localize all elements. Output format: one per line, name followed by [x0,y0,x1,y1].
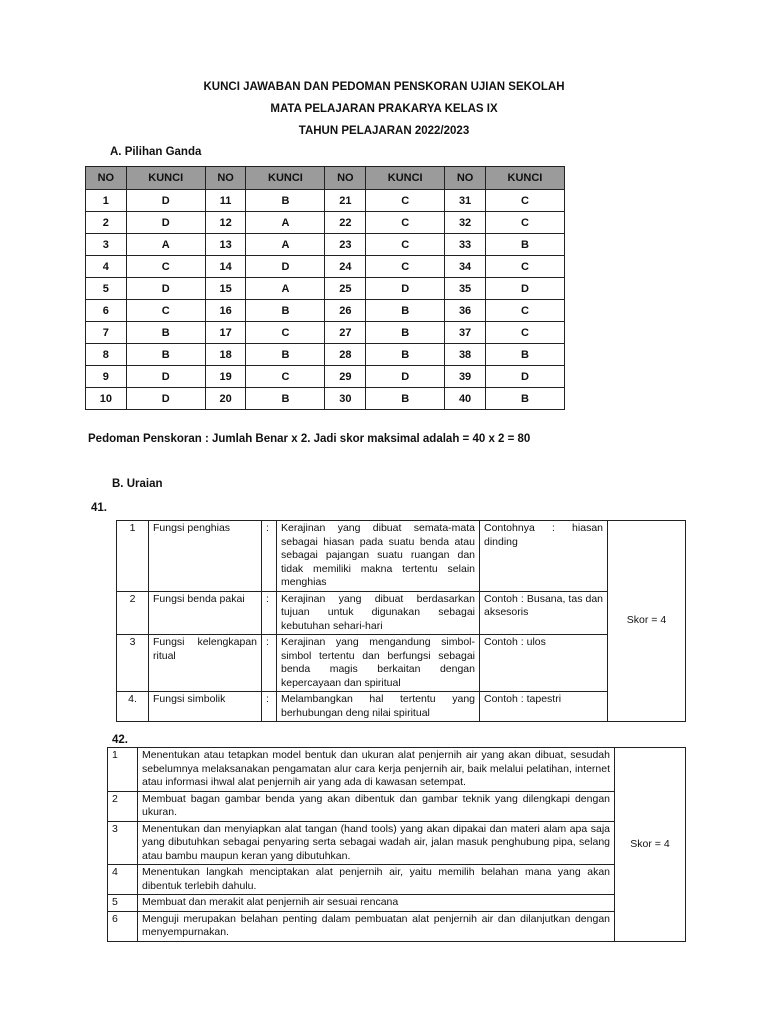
answer-key-cell: C [485,212,564,234]
answer-key-cell: C [485,300,564,322]
answer-key-cell: B [366,388,445,410]
doc-title-line-1: KUNCI JAWABAN DAN PEDOMAN PENSKORAN UJIAN SEKOLAH [203,81,565,93]
table-row [86,212,565,234]
question-number-cell: 9 [86,366,127,388]
question-number-cell: 21 [325,190,366,212]
answer-key-cell: D [126,278,205,300]
answer-key-cell: D [485,366,564,388]
answer-key-cell: B [246,300,325,322]
question-number-cell: 4 [86,256,127,278]
table-header-row [86,167,565,190]
function-name-cell: Fungsi penghias [149,521,262,592]
doc-title-line-3: TAHUN PELAJARAN 2022/2023 [298,125,470,137]
separator-cell: : [262,635,277,692]
question-42-table [107,747,686,942]
step-text-cell: Membuat bagan gambar benda yang akan dibentuk dan gambar teknik yang dilengkapi dengan ukuran. [138,791,615,821]
example-cell: Contoh : tapestri [480,692,608,722]
example-cell: Contoh : Busana, tas dan aksesoris [480,591,608,635]
col-header-no: NO [445,167,486,190]
answer-key-cell: C [366,212,445,234]
table-row [86,322,565,344]
description-cell: Kerajinan yang dibuat semata-mata sebagai hiasan pada suatu benda atau sebagai pajangan suatu ruangan dan tidak memiliki makna tertentu selain menghias [277,521,480,592]
description-cell: Kerajinan yang dibuat berdasarkan tujuan untuk digunakan sebagai kebutuhan sehari-hari [277,591,480,635]
table-row [108,895,686,912]
table-row [117,692,686,722]
question-number-cell: 18 [205,344,246,366]
question-number-cell: 26 [325,300,366,322]
scoring-guideline: Pedoman Penskoran : Jumlah Benar x 2. Jadi skor maksimal adalah = 40 x 2 = 80 [88,433,531,445]
table-row [108,911,686,941]
row-number-cell: 6 [108,911,138,941]
step-text-cell: Menentukan langkah menciptakan alat penjernih air, yaitu memilih belahan mana yang akan dibentuk terlebih dahulu. [138,865,615,895]
question-number-cell: 36 [445,300,486,322]
function-name-cell: Fungsi kelengkapan ritual [149,635,262,692]
question-number-cell: 40 [445,388,486,410]
answer-key-cell: C [246,322,325,344]
answer-key-cell: D [246,256,325,278]
table-row [108,865,686,895]
table-row [108,791,686,821]
question-number-cell: 16 [205,300,246,322]
question-42-label: 42. [112,734,128,746]
table-row [86,234,565,256]
table-row [86,300,565,322]
question-number-cell: 27 [325,322,366,344]
answer-key-cell: B [366,344,445,366]
question-number-cell: 11 [205,190,246,212]
example-cell: Contohnya : hiasan dinding [480,521,608,592]
row-number-cell: 2 [117,591,149,635]
row-number-cell: 2 [108,791,138,821]
question-41-table [116,520,686,722]
question-number-cell: 38 [445,344,486,366]
answer-key-cell: B [366,300,445,322]
answer-key-cell: B [246,190,325,212]
separator-cell: : [262,692,277,722]
answer-key-cell: C [366,256,445,278]
col-header-no: NO [205,167,246,190]
function-name-cell: Fungsi benda pakai [149,591,262,635]
row-number-cell: 5 [108,895,138,912]
question-number-cell: 35 [445,278,486,300]
answer-key-cell: D [126,388,205,410]
question-number-cell: 6 [86,300,127,322]
answer-key-cell: C [246,366,325,388]
answer-key-cell: C [485,256,564,278]
answer-key-cell: B [126,344,205,366]
question-number-cell: 12 [205,212,246,234]
answer-key-cell: D [126,212,205,234]
section-b-title: B. Uraian [112,478,163,490]
question-number-cell: 17 [205,322,246,344]
answer-key-cell: D [485,278,564,300]
answer-key-cell: D [126,366,205,388]
description-cell: Melambangkan hal tertentu yang berhubungan deng nilai spiritual [277,692,480,722]
answer-key-cell: B [485,234,564,256]
question-number-cell: 20 [205,388,246,410]
answer-key-cell: C [126,300,205,322]
answer-key-cell: A [126,234,205,256]
row-number-cell: 3 [117,635,149,692]
question-number-cell: 3 [86,234,127,256]
answer-key-cell: C [366,234,445,256]
doc-title-line-2: MATA PELAJARAN PRAKARYA KELAS IX [270,103,498,115]
step-text-cell: Menentukan dan menyiapkan alat tangan (hand tools) yang akan dipakai dan materi alam apa saja yang dibutuhkan sebagai penyaring serta sebagai wadah air, jalan masuk penghubung pipa, selang atau bambu maupun keran yang dibutuhkan. [138,821,615,865]
question-number-cell: 31 [445,190,486,212]
question-number-cell: 22 [325,212,366,234]
question-number-cell: 33 [445,234,486,256]
col-header-no: NO [325,167,366,190]
separator-cell: : [262,591,277,635]
separator-cell: : [262,521,277,592]
question-number-cell: 19 [205,366,246,388]
question-number-cell: 24 [325,256,366,278]
example-cell: Contoh : ulos [480,635,608,692]
question-number-cell: 39 [445,366,486,388]
table-row [117,591,686,635]
question-number-cell: 30 [325,388,366,410]
answer-key-cell: B [246,344,325,366]
table-row [86,278,565,300]
table-row [108,748,686,792]
row-number-cell: 1 [108,748,138,792]
answer-key-cell: D [126,190,205,212]
question-number-cell: 23 [325,234,366,256]
step-text-cell: Membuat dan merakit alat penjernih air sesuai rencana [138,895,615,912]
table-row [86,344,565,366]
col-header-kunci: KUNCI [485,167,564,190]
question-number-cell: 37 [445,322,486,344]
question-number-cell: 34 [445,256,486,278]
col-header-no: NO [86,167,127,190]
question-number-cell: 5 [86,278,127,300]
question-number-cell: 10 [86,388,127,410]
answer-key-cell: B [485,344,564,366]
question-number-cell: 15 [205,278,246,300]
table-row [117,521,686,592]
question-number-cell: 29 [325,366,366,388]
row-number-cell: 4. [117,692,149,722]
answer-key-cell: A [246,234,325,256]
question-number-cell: 7 [86,322,127,344]
answer-key-cell: B [485,388,564,410]
answer-key-cell: B [246,388,325,410]
score-cell: Skor = 4 [608,521,686,722]
answer-key-cell: B [366,322,445,344]
question-number-cell: 8 [86,344,127,366]
answer-key-cell: C [485,322,564,344]
col-header-kunci: KUNCI [126,167,205,190]
answer-key-cell: C [485,190,564,212]
answer-key-cell: D [366,278,445,300]
question-number-cell: 13 [205,234,246,256]
row-number-cell: 1 [117,521,149,592]
table-row [108,821,686,865]
question-number-cell: 28 [325,344,366,366]
question-number-cell: 14 [205,256,246,278]
table-row [86,366,565,388]
table-row [86,388,565,410]
section-a-title: A. Pilihan Ganda [110,146,202,158]
table-row [117,635,686,692]
score-cell: Skor = 4 [615,748,686,942]
col-header-kunci: KUNCI [366,167,445,190]
col-header-kunci: KUNCI [246,167,325,190]
step-text-cell: Menguji merupakan belahan penting dalam pembuatan alat penjernih air dan dilanjutkan dengan menyempurnakan. [138,911,615,941]
row-number-cell: 4 [108,865,138,895]
description-cell: Kerajinan yang mengandung simbol-simbol tertentu dan berfungsi sebagai benda magis berkaitan dengan kepercayaan dan spiritual [277,635,480,692]
question-number-cell: 2 [86,212,127,234]
function-name-cell: Fungsi simbolik [149,692,262,722]
step-text-cell: Menentukan atau tetapkan model bentuk dan ukuran alat penjernih air yang akan dibuat, sesudah sebelumnya melaksanakan pengamatan alur cara kerja penjernih air, baik melalui pelatihan, internet atau informasi ihwal alat penjernih air yang ada di kawasan setempat. [138,748,615,792]
answer-key-cell: D [366,366,445,388]
answer-key-cell: C [366,190,445,212]
question-41-label: 41. [91,502,107,514]
answer-key-cell: A [246,278,325,300]
row-number-cell: 3 [108,821,138,865]
table-row [86,256,565,278]
answer-key-cell: B [126,322,205,344]
question-number-cell: 1 [86,190,127,212]
multiple-choice-answer-table [85,166,565,410]
table-row [86,190,565,212]
answer-key-cell: C [126,256,205,278]
question-number-cell: 25 [325,278,366,300]
question-number-cell: 32 [445,212,486,234]
answer-key-cell: A [246,212,325,234]
multiple-choice-table-body [86,190,565,410]
